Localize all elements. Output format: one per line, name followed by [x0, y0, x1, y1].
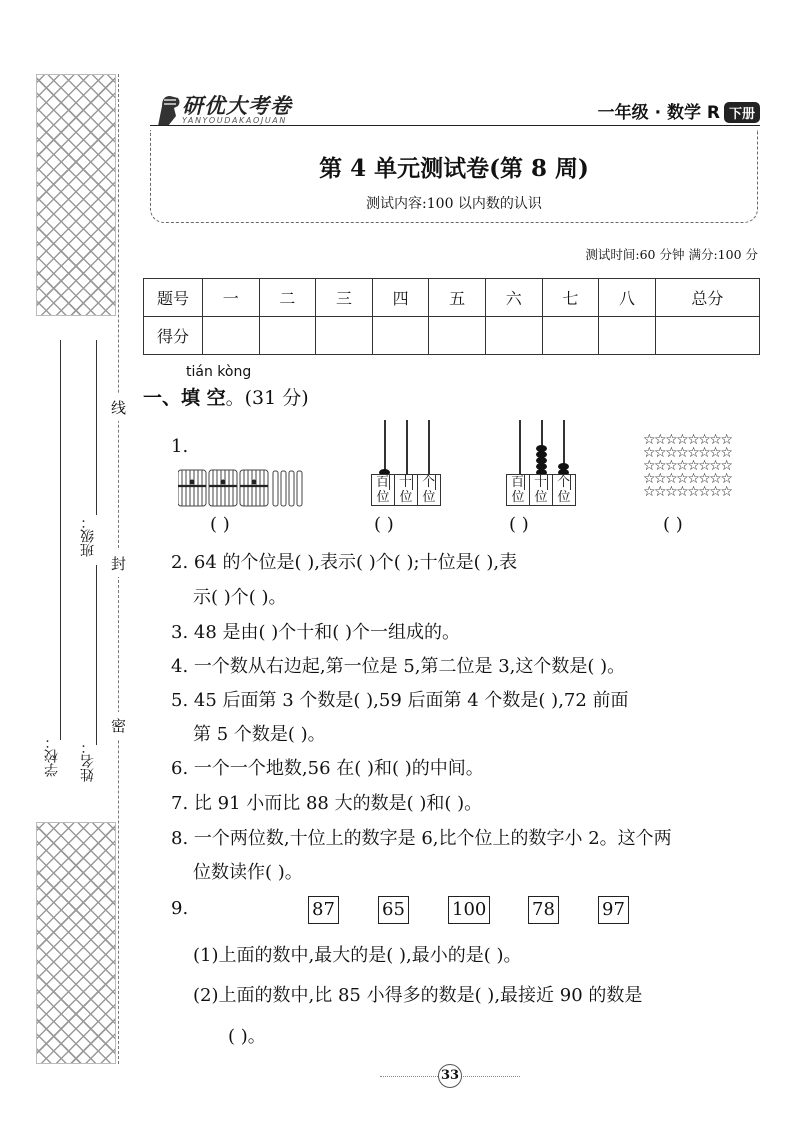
abacus-label-hundreds: 百 位	[372, 475, 395, 505]
stick-bundles-icon	[178, 468, 313, 510]
question-2: 2. 64 的个位是( ),表示( )个( );十位是( ),表	[171, 552, 518, 573]
q1-answer-blank[interactable]: ( )	[210, 514, 230, 535]
class-field[interactable]	[96, 340, 97, 515]
abacus-frame	[506, 474, 576, 506]
question-5: 5. 45 后面第 3 个数是( ),59 后面第 4 个数是( ),72 前面	[171, 690, 629, 711]
page-number: 33	[438, 1064, 462, 1088]
abacus-frame	[371, 474, 441, 506]
q9-number-box: 65	[378, 896, 409, 924]
class-label: 班级：	[80, 515, 96, 557]
seal-mi: 密	[111, 712, 126, 739]
star-icon-row: ☆☆☆☆☆☆☆☆	[643, 484, 732, 500]
seal-feng: 封	[111, 550, 126, 577]
name-label: 姓名：	[80, 740, 96, 782]
score-table-cell: 七	[542, 279, 599, 317]
seal-xian: 线	[111, 394, 126, 421]
q9-number-box: 97	[598, 896, 629, 924]
test-content: 测试内容:100 以内数的认识	[366, 196, 542, 212]
score-table-cell: 总分	[655, 279, 759, 317]
q1-answer-blank[interactable]: ( )	[663, 514, 683, 535]
score-input-cell[interactable]	[259, 317, 316, 355]
header-rule	[150, 125, 760, 126]
score-table-cell: 二	[259, 279, 316, 317]
question-2-cont: 示( )个( )。	[193, 587, 287, 608]
score-input-cell[interactable]	[372, 317, 429, 355]
question-6: 6. 一个一个地数,56 在( )和( )的中间。	[171, 758, 484, 779]
q1-answer-blank[interactable]: ( )	[374, 514, 394, 535]
score-table-cell: 一	[203, 279, 260, 317]
school-field[interactable]	[60, 340, 61, 740]
star-icon-row: ☆☆☆☆☆☆☆☆	[643, 458, 732, 474]
question-9-2-cont: ( )。	[228, 1026, 266, 1047]
abacus-label-ones: 个 位	[421, 475, 436, 505]
score-row-label: 得分	[144, 317, 203, 355]
score-table	[143, 278, 760, 355]
question-3: 3. 48 是由( )个十和( )个一组成的。	[171, 622, 461, 643]
score-input-cell[interactable]	[203, 317, 260, 355]
question-8: 8. 一个两位数,十位上的数字是 6,比个位上的数字小 2。这个两	[171, 828, 672, 849]
q9-number-box: 87	[308, 896, 339, 924]
score-input-cell[interactable]	[599, 317, 656, 355]
page-footer	[380, 1064, 520, 1094]
name-field[interactable]	[96, 565, 97, 745]
score-table-cell: 六	[485, 279, 542, 317]
abacus-2	[506, 420, 578, 512]
footer-dots-left	[380, 1076, 440, 1077]
binding-lattice-top	[36, 74, 116, 316]
star-grid-picture	[643, 434, 751, 499]
grade-subject	[598, 98, 760, 123]
score-table-cell: 三	[316, 279, 373, 317]
star-icon-row: ☆☆☆☆☆☆☆☆	[643, 445, 732, 461]
score-table-cell: 八	[599, 279, 656, 317]
score-input-cell[interactable]	[542, 317, 599, 355]
score-table-cell: 五	[429, 279, 486, 317]
q9-number-box: 78	[528, 896, 559, 924]
question-8-cont: 位数读作( )。	[193, 862, 303, 883]
score-input-cell[interactable]	[655, 317, 759, 355]
score-input-cell[interactable]	[316, 317, 373, 355]
score-table-cell: 题号	[144, 279, 203, 317]
abacus-label-tens: 十 位	[530, 475, 553, 505]
fist-logo-icon	[152, 88, 182, 128]
logo-text: 研优大考卷	[182, 94, 292, 118]
star-icon-row: ☆☆☆☆☆☆☆☆	[643, 471, 732, 487]
score-input-cell[interactable]	[485, 317, 542, 355]
score-input-cell[interactable]	[429, 317, 486, 355]
stick-bundles-picture	[178, 468, 313, 508]
section-points: 。(31 分)	[225, 387, 309, 409]
section-heading	[143, 383, 309, 410]
abacus-label-tens: 十 位	[395, 475, 418, 505]
section-pinyin: tián kòng	[186, 364, 252, 380]
logo-subtext: YANYOUDAKAOJUAN	[182, 116, 287, 125]
binding-lattice-bottom	[36, 822, 116, 1064]
question-9-number: 9.	[171, 898, 189, 919]
abacus-1	[371, 420, 443, 512]
question-7: 7. 比 91 小而比 88 大的数是( )和( )。	[171, 793, 483, 814]
score-table-score-row	[144, 317, 760, 355]
question-9-1: (1)上面的数中,最大的是( ),最小的是( )。	[193, 945, 522, 966]
brand-logo	[152, 88, 322, 130]
question-4: 4. 一个数从右边起,第一位是 5,第二位是 3,这个数是( )。	[171, 656, 626, 677]
score-table-header-row	[144, 279, 760, 317]
q1-number: 1.	[171, 436, 189, 457]
q9-number-box: 100	[448, 896, 490, 924]
question-9-2: (2)上面的数中,比 85 小得多的数是( ),最接近 90 的数是	[193, 985, 643, 1006]
abacus-label-hundreds: 百 位	[507, 475, 530, 505]
section-title: 一、填 空	[143, 387, 226, 409]
footer-dots-right	[460, 1076, 520, 1077]
question-5-cont: 第 5 个数是( )。	[193, 724, 326, 745]
abacus-label-ones: 个 位	[556, 475, 571, 505]
time-info: 测试时间:60 分钟 满分:100 分	[585, 247, 758, 262]
page-title: 第 4 单元测试卷(第 8 周)	[319, 155, 589, 182]
term-badge: 下册	[724, 102, 760, 123]
score-table-cell: 四	[372, 279, 429, 317]
school-label: 学校：	[44, 735, 60, 777]
q1-answer-blank[interactable]: ( )	[509, 514, 529, 535]
star-icon-row: ☆☆☆☆☆☆☆☆	[643, 432, 732, 448]
grade-subject-text: 一年级 · 数学 R	[597, 103, 720, 123]
